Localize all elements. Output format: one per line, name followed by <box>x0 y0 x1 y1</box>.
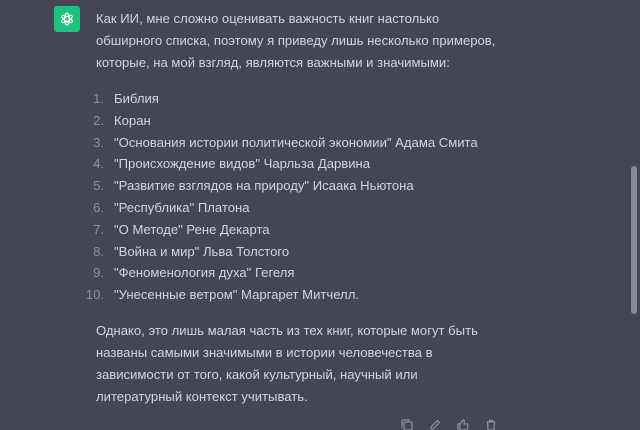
list-item-text: "Феноменология духа" Гегеля <box>114 265 295 281</box>
list-item-number: 3. <box>93 134 104 150</box>
list-item <box>93 175 506 197</box>
list-item <box>93 132 506 154</box>
list-item-text: Библия <box>114 91 159 106</box>
list-item-number: 10. <box>85 287 104 303</box>
book-list <box>85 88 506 306</box>
list-item-number: 5. <box>93 178 104 194</box>
list-item-text: "Война и мир" Льва Толстого <box>114 243 290 259</box>
list-item-text: Коран <box>114 112 151 128</box>
list-item-text: "О Методе" Рене Декарта <box>114 221 270 237</box>
list-item-number: 7. <box>93 221 104 237</box>
message-intro: Как ИИ, мне сложно оценивать важность книг настолько обширного списка, поэтому я приведу лишь несколько примеров, которые, на мой взгляд, являются важными и значимыми: <box>96 11 496 70</box>
assistant-avatar <box>54 6 80 32</box>
list-item <box>93 88 506 110</box>
copy-icon[interactable] <box>400 418 414 430</box>
thumbs-icon[interactable] <box>456 418 470 430</box>
list-item-number: 2. <box>93 112 104 128</box>
list-item-number: 6. <box>93 199 104 215</box>
message-text <box>85 8 506 408</box>
edit-icon[interactable] <box>428 418 442 430</box>
list-item <box>93 110 506 132</box>
message-actions <box>400 418 498 430</box>
message-outro: Однако, это лишь малая часть из тех книг, которые могут быть названы самыми значимыми в истории человечества в зависимости от того, какой культурный, научный или литературный контекст учитывать. <box>96 322 478 404</box>
list-item-text: "Основания истории политической экономии" Адама Смита <box>114 134 478 150</box>
list-item-text: "Республика" Платона <box>114 199 250 215</box>
list-item <box>93 153 506 175</box>
list-item-number: 8. <box>93 243 104 259</box>
list-item <box>93 241 506 263</box>
list-item-text: "Унесенные ветром" Маргарет Митчелл. <box>114 287 359 303</box>
list-item-number: 1. <box>93 91 104 106</box>
trash-icon[interactable] <box>484 418 498 430</box>
openai-logo-icon <box>58 10 76 28</box>
list-item <box>93 197 506 219</box>
scrollbar[interactable] <box>628 0 640 430</box>
list-item-text: "Происхождение видов" Чарльза Дарвина <box>114 156 371 172</box>
list-item <box>93 219 506 241</box>
scrollbar-thumb[interactable] <box>631 166 637 314</box>
list-item-text: "Развитие взглядов на природу" Исаака Ньютона <box>114 178 414 194</box>
list-item <box>93 262 506 284</box>
list-item-number: 4. <box>93 156 104 172</box>
list-item <box>85 284 506 306</box>
list-item-number: 9. <box>93 265 104 281</box>
